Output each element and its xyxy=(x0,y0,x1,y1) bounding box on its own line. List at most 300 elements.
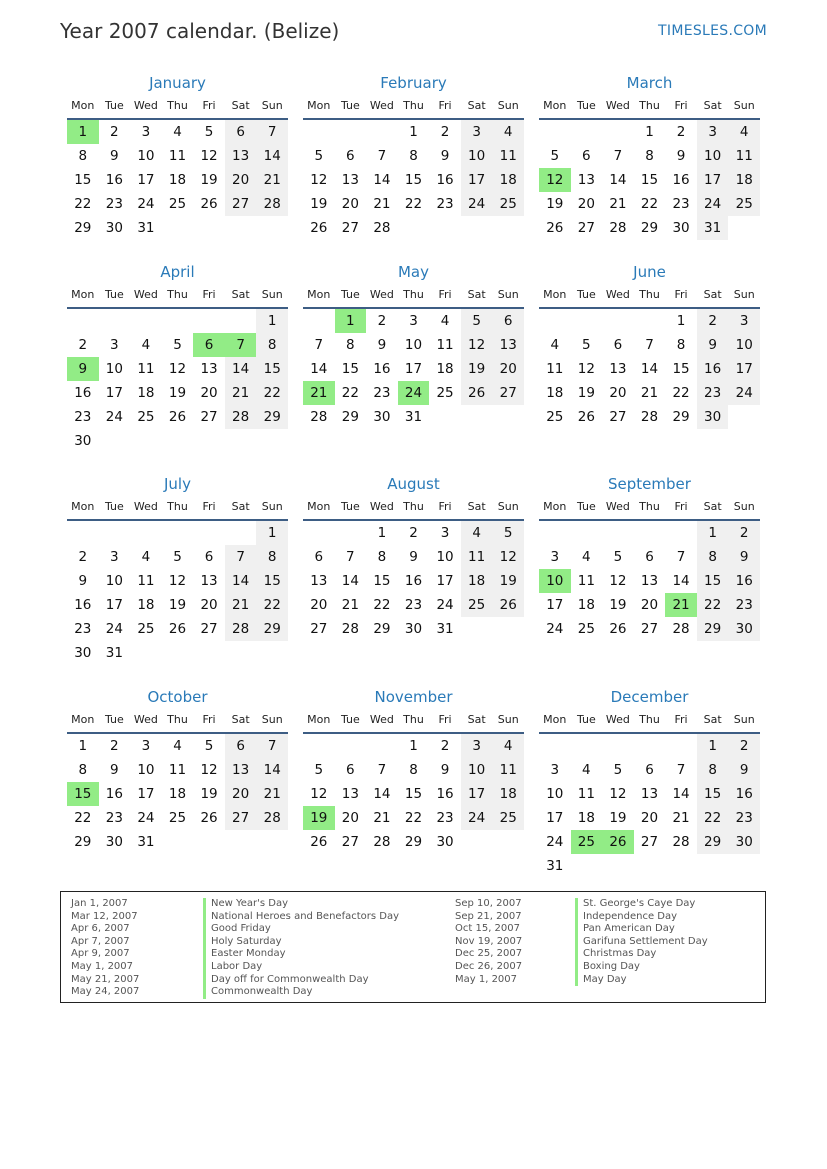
month-name: January xyxy=(149,74,206,92)
day-cell: 7 xyxy=(225,545,257,569)
weekday-label: Tue xyxy=(104,99,124,112)
empty-cell xyxy=(335,521,367,545)
day-cell: 24 xyxy=(546,621,564,637)
empty-cell xyxy=(602,120,634,144)
day-cell: 1 xyxy=(409,738,418,754)
day-cell: 30 xyxy=(105,834,123,850)
month-name: November xyxy=(374,688,453,706)
weekday-header xyxy=(67,283,288,309)
empty-cell xyxy=(335,734,367,758)
day-cell: 17 xyxy=(105,597,123,613)
holiday-day-cell: 19 xyxy=(303,806,335,830)
holiday-date: Dec 25, 2007 xyxy=(455,948,523,960)
day-cell: 14 xyxy=(609,172,627,188)
days-grid xyxy=(67,120,288,240)
holiday-day-cell: 15 xyxy=(67,782,99,806)
day-cell: 7 xyxy=(676,549,686,565)
month-september xyxy=(539,473,760,686)
day-cell: 11 xyxy=(168,762,187,778)
day-cell: 8 xyxy=(346,337,355,353)
day-cell: 30 xyxy=(74,645,92,661)
weekday-label: Tue xyxy=(104,500,124,513)
day-cell: 19 xyxy=(168,597,187,613)
day-cell: 19 xyxy=(609,810,627,826)
day-cell: 5 xyxy=(314,762,324,778)
day-cell: 5 xyxy=(204,738,214,754)
day-cell: 26 xyxy=(546,220,564,236)
day-cell: 18 xyxy=(546,385,564,401)
day-cell: 18 xyxy=(577,597,595,613)
day-cell: 14 xyxy=(373,172,391,188)
empty-cell xyxy=(571,734,603,758)
holiday-date: May 24, 2007 xyxy=(71,986,140,998)
day-cell: 20 xyxy=(225,168,257,192)
holiday-date: Apr 7, 2007 xyxy=(71,935,130,947)
day-cell: 25 xyxy=(492,806,524,830)
weekday-label: Fri xyxy=(674,713,688,726)
month-name: October xyxy=(147,688,208,706)
day-cell: 14 xyxy=(256,758,288,782)
day-cell: 13 xyxy=(609,361,627,377)
day-cell: 26 xyxy=(168,409,187,425)
day-cell: 20 xyxy=(310,597,328,613)
weekday-label: Tue xyxy=(576,99,596,112)
day-cell: 27 xyxy=(492,381,524,405)
day-cell: 5 xyxy=(613,549,623,565)
day-cell: 30 xyxy=(672,220,690,236)
day-cell: 22 xyxy=(256,593,288,617)
empty-cell xyxy=(303,734,335,758)
day-cell: 2 xyxy=(440,124,450,140)
day-cell: 30 xyxy=(697,405,729,429)
day-cell: 16 xyxy=(436,786,454,802)
empty-cell xyxy=(571,521,603,545)
day-cell: 28 xyxy=(373,220,391,236)
weekday-label: Thu xyxy=(639,713,660,726)
day-cell: 6 xyxy=(346,148,355,164)
empty-cell xyxy=(539,521,571,545)
empty-cell xyxy=(67,309,99,333)
day-cell: 17 xyxy=(404,361,423,377)
day-cell: 20 xyxy=(640,597,659,613)
day-cell: 23 xyxy=(728,593,760,617)
weekday-label: Fri xyxy=(438,288,452,301)
weekday-label: Fri xyxy=(438,500,452,513)
day-cell: 8 xyxy=(78,148,88,164)
days-grid xyxy=(67,734,288,854)
day-cell: 13 xyxy=(577,172,595,188)
day-cell: 26 xyxy=(492,593,524,617)
day-cell: 4 xyxy=(728,120,760,144)
weekday-label: Thu xyxy=(167,99,188,112)
day-cell: 28 xyxy=(640,409,659,425)
day-cell: 15 xyxy=(256,569,288,593)
day-cell: 29 xyxy=(341,409,359,425)
weekday-label: Fri xyxy=(674,500,688,513)
month-october xyxy=(67,686,288,886)
holiday-name: May Day xyxy=(575,974,708,987)
empty-cell xyxy=(539,734,571,758)
day-cell: 19 xyxy=(461,357,493,381)
day-cell: 30 xyxy=(436,834,454,850)
day-cell: 9 xyxy=(728,545,760,569)
holiday-date: Mar 12, 2007 xyxy=(71,910,138,922)
weekday-label: Thu xyxy=(403,713,424,726)
day-cell: 18 xyxy=(168,786,187,802)
weekday-label: Tue xyxy=(340,99,360,112)
day-cell: 14 xyxy=(640,361,659,377)
month-june xyxy=(539,261,760,473)
day-cell: 3 xyxy=(697,120,729,144)
holiday-name: National Heroes and Benefactors Day xyxy=(203,911,399,924)
day-cell: 7 xyxy=(256,120,288,144)
weekday-label: Sat xyxy=(467,713,486,726)
days-grid xyxy=(303,120,524,240)
day-cell: 15 xyxy=(373,573,391,589)
empty-cell xyxy=(634,309,666,333)
day-cell: 14 xyxy=(672,573,690,589)
weekday-label: Thu xyxy=(403,288,424,301)
weekday-header xyxy=(539,283,760,309)
weekday-header xyxy=(539,94,760,120)
day-cell: 2 xyxy=(409,525,418,541)
weekday-label: Mon xyxy=(307,288,331,301)
month-name: May xyxy=(397,263,429,281)
day-cell: 20 xyxy=(640,810,659,826)
day-cell: 25 xyxy=(577,621,595,637)
holiday-name: Garifuna Settlement Day xyxy=(575,936,708,949)
day-cell: 2 xyxy=(676,124,686,140)
day-cell: 26 xyxy=(577,409,595,425)
legend-right-dates xyxy=(455,898,522,986)
site-link[interactable]: TIMESLES.COM xyxy=(658,23,767,39)
day-cell: 17 xyxy=(697,168,729,192)
day-cell: 14 xyxy=(225,357,257,381)
day-cell: 22 xyxy=(256,381,288,405)
weekday-label: Fri xyxy=(202,99,216,112)
day-cell: 2 xyxy=(728,734,760,758)
day-cell: 3 xyxy=(409,313,418,329)
day-cell: 29 xyxy=(672,409,690,425)
day-cell: 2 xyxy=(110,738,119,754)
weekday-label: Sun xyxy=(261,288,283,301)
weekday-label: Sat xyxy=(703,713,722,726)
weekday-label: Mon xyxy=(71,99,95,112)
day-cell: 5 xyxy=(173,337,182,353)
day-cell: 18 xyxy=(168,172,187,188)
empty-cell xyxy=(366,734,398,758)
day-cell: 30 xyxy=(373,409,391,425)
weekday-label: Fri xyxy=(438,99,452,112)
day-cell: 24 xyxy=(546,834,564,850)
day-cell: 6 xyxy=(346,762,355,778)
day-cell: 1 xyxy=(676,313,686,329)
day-cell: 18 xyxy=(492,782,524,806)
empty-cell xyxy=(162,309,194,333)
day-cell: 3 xyxy=(110,337,119,353)
month-december xyxy=(539,686,760,886)
day-cell: 27 xyxy=(577,220,595,236)
day-cell: 11 xyxy=(461,545,493,569)
empty-cell xyxy=(602,521,634,545)
empty-cell xyxy=(665,521,697,545)
day-cell: 10 xyxy=(436,549,454,565)
day-cell: 31 xyxy=(436,621,454,637)
weekday-label: Wed xyxy=(605,500,630,513)
day-cell: 16 xyxy=(436,172,454,188)
day-cell: 15 xyxy=(640,172,659,188)
day-cell: 27 xyxy=(640,834,659,850)
days-grid xyxy=(67,309,288,453)
day-cell: 28 xyxy=(256,806,288,830)
weekday-label: Tue xyxy=(104,288,124,301)
day-cell: 8 xyxy=(377,549,387,565)
day-cell: 16 xyxy=(373,361,391,377)
day-cell: 12 xyxy=(200,762,218,778)
day-cell: 11 xyxy=(577,573,595,589)
day-cell: 21 xyxy=(373,196,391,212)
day-cell: 20 xyxy=(341,810,359,826)
day-cell: 11 xyxy=(436,337,454,353)
weekday-label: Fri xyxy=(202,713,216,726)
holiday-date: Sep 10, 2007 xyxy=(455,898,522,909)
day-cell: 13 xyxy=(225,144,257,168)
holiday-date: Jan 1, 2007 xyxy=(71,898,128,909)
holiday-day-cell: 1 xyxy=(67,120,99,144)
day-cell: 24 xyxy=(436,597,454,613)
day-cell: 26 xyxy=(310,220,328,236)
day-cell: 18 xyxy=(461,569,493,593)
month-name: December xyxy=(610,688,689,706)
weekday-label: Sun xyxy=(733,99,755,112)
page-title: Year 2007 calendar. (Belize) xyxy=(60,19,340,43)
day-cell: 11 xyxy=(577,786,595,802)
day-cell: 5 xyxy=(204,124,214,140)
day-cell: 25 xyxy=(137,621,155,637)
day-cell: 27 xyxy=(640,621,659,637)
holiday-day-cell: 21 xyxy=(665,593,697,617)
day-cell: 17 xyxy=(137,786,155,802)
weekday-label: Thu xyxy=(639,500,660,513)
day-cell: 26 xyxy=(200,810,218,826)
day-cell: 7 xyxy=(676,762,686,778)
day-cell: 9 xyxy=(697,333,729,357)
day-cell: 21 xyxy=(341,597,359,613)
holiday-day-cell: 7 xyxy=(225,333,257,357)
weekday-label: Wed xyxy=(133,713,158,726)
day-cell: 21 xyxy=(225,593,257,617)
day-cell: 13 xyxy=(200,573,218,589)
day-cell: 1 xyxy=(256,309,288,333)
day-cell: 24 xyxy=(461,192,493,216)
day-cell: 17 xyxy=(137,172,155,188)
day-cell: 8 xyxy=(409,148,418,164)
weekday-label: Wed xyxy=(133,288,158,301)
month-january xyxy=(67,72,288,261)
day-cell: 22 xyxy=(74,810,92,826)
day-cell: 29 xyxy=(697,617,729,641)
day-cell: 22 xyxy=(404,810,423,826)
day-cell: 20 xyxy=(492,357,524,381)
day-cell: 22 xyxy=(640,196,659,212)
day-cell: 23 xyxy=(105,196,123,212)
day-cell: 6 xyxy=(645,762,654,778)
weekday-label: Sat xyxy=(231,500,250,513)
day-cell: 27 xyxy=(341,834,359,850)
day-cell: 28 xyxy=(373,834,391,850)
empty-cell xyxy=(130,309,162,333)
day-cell: 9 xyxy=(440,148,450,164)
day-cell: 28 xyxy=(672,834,690,850)
day-cell: 10 xyxy=(461,758,493,782)
day-cell: 25 xyxy=(168,810,187,826)
day-cell: 21 xyxy=(640,385,659,401)
day-cell: 29 xyxy=(74,834,92,850)
empty-cell xyxy=(539,120,571,144)
empty-cell xyxy=(571,120,603,144)
day-cell: 16 xyxy=(74,597,92,613)
weekday-label: Wed xyxy=(605,99,630,112)
days-grid xyxy=(67,521,288,665)
day-cell: 3 xyxy=(461,120,493,144)
day-cell: 5 xyxy=(613,762,623,778)
day-cell: 16 xyxy=(697,357,729,381)
day-cell: 28 xyxy=(672,621,690,637)
day-cell: 26 xyxy=(310,834,328,850)
holiday-name: New Year's Day xyxy=(203,898,399,911)
day-cell: 19 xyxy=(492,569,524,593)
month-march xyxy=(539,72,760,261)
day-cell: 16 xyxy=(672,172,690,188)
months-grid xyxy=(67,72,760,886)
day-cell: 22 xyxy=(373,597,391,613)
day-cell: 3 xyxy=(440,525,450,541)
holiday-date: May 21, 2007 xyxy=(71,973,140,985)
day-cell: 5 xyxy=(550,148,560,164)
day-cell: 8 xyxy=(645,148,654,164)
weekday-label: Wed xyxy=(605,288,630,301)
day-cell: 4 xyxy=(173,124,182,140)
day-cell: 1 xyxy=(697,521,729,545)
month-name: April xyxy=(160,263,195,281)
weekday-label: Thu xyxy=(639,99,660,112)
day-cell: 23 xyxy=(728,806,760,830)
day-cell: 2 xyxy=(697,309,729,333)
day-cell: 1 xyxy=(256,521,288,545)
weekday-label: Sun xyxy=(497,288,519,301)
day-cell: 31 xyxy=(697,216,729,240)
day-cell: 9 xyxy=(110,762,119,778)
day-cell: 29 xyxy=(256,617,288,641)
weekday-label: Mon xyxy=(543,500,567,513)
day-cell: 7 xyxy=(645,337,654,353)
weekday-label: Thu xyxy=(403,99,424,112)
holiday-day-cell: 10 xyxy=(539,569,571,593)
day-cell: 24 xyxy=(728,381,760,405)
day-cell: 6 xyxy=(582,148,591,164)
day-cell: 4 xyxy=(141,549,151,565)
day-cell: 28 xyxy=(609,220,627,236)
day-cell: 23 xyxy=(436,810,454,826)
day-cell: 15 xyxy=(341,361,359,377)
weekday-label: Tue xyxy=(340,500,360,513)
day-cell: 10 xyxy=(137,762,155,778)
day-cell: 6 xyxy=(314,549,324,565)
day-cell: 22 xyxy=(697,806,729,830)
weekday-header xyxy=(67,495,288,521)
day-cell: 11 xyxy=(546,361,564,377)
day-cell: 21 xyxy=(609,196,627,212)
day-cell: 22 xyxy=(341,385,359,401)
day-cell: 12 xyxy=(461,333,493,357)
day-cell: 8 xyxy=(697,758,729,782)
weekday-label: Mon xyxy=(307,99,331,112)
day-cell: 25 xyxy=(168,196,187,212)
legend-left-dates xyxy=(71,898,139,999)
month-july xyxy=(67,473,288,686)
empty-cell xyxy=(303,309,335,333)
weekday-label: Sun xyxy=(733,500,755,513)
holiday-day-cell: 24 xyxy=(398,381,430,405)
weekday-label: Mon xyxy=(71,500,95,513)
weekday-label: Sat xyxy=(231,713,250,726)
day-cell: 28 xyxy=(341,621,359,637)
day-cell: 19 xyxy=(609,597,627,613)
day-cell: 13 xyxy=(225,758,257,782)
day-cell: 27 xyxy=(310,621,328,637)
day-cell: 8 xyxy=(78,762,88,778)
day-cell: 4 xyxy=(173,738,182,754)
days-grid xyxy=(539,120,760,240)
weekday-header xyxy=(303,708,524,734)
weekday-label: Sun xyxy=(733,288,755,301)
holiday-name: Commonwealth Day xyxy=(203,986,399,999)
day-cell: 26 xyxy=(200,196,218,212)
day-cell: 12 xyxy=(310,786,328,802)
day-cell: 20 xyxy=(200,597,218,613)
day-cell: 30 xyxy=(105,220,123,236)
day-cell: 21 xyxy=(256,168,288,192)
day-cell: 18 xyxy=(436,361,454,377)
weekday-label: Mon xyxy=(71,288,95,301)
day-cell: 3 xyxy=(141,124,151,140)
day-cell: 15 xyxy=(256,357,288,381)
day-cell: 18 xyxy=(577,810,595,826)
day-cell: 31 xyxy=(546,858,564,874)
days-grid xyxy=(539,734,760,878)
weekday-label: Thu xyxy=(403,500,424,513)
day-cell: 13 xyxy=(200,361,218,377)
day-cell: 23 xyxy=(373,385,391,401)
weekday-label: Sat xyxy=(231,99,250,112)
empty-cell xyxy=(99,521,131,545)
day-cell: 31 xyxy=(404,409,423,425)
day-cell: 30 xyxy=(728,617,760,641)
month-may xyxy=(303,261,524,473)
holiday-day-cell: 1 xyxy=(335,309,367,333)
day-cell: 13 xyxy=(640,786,659,802)
empty-cell xyxy=(539,309,571,333)
day-cell: 18 xyxy=(728,168,760,192)
day-cell: 3 xyxy=(141,738,151,754)
holiday-day-cell: 26 xyxy=(602,830,634,854)
holiday-date: Oct 15, 2007 xyxy=(455,923,520,935)
day-cell: 25 xyxy=(461,593,493,617)
day-cell: 15 xyxy=(697,782,729,806)
day-cell: 8 xyxy=(256,545,288,569)
days-grid xyxy=(539,521,760,641)
day-cell: 14 xyxy=(225,569,257,593)
